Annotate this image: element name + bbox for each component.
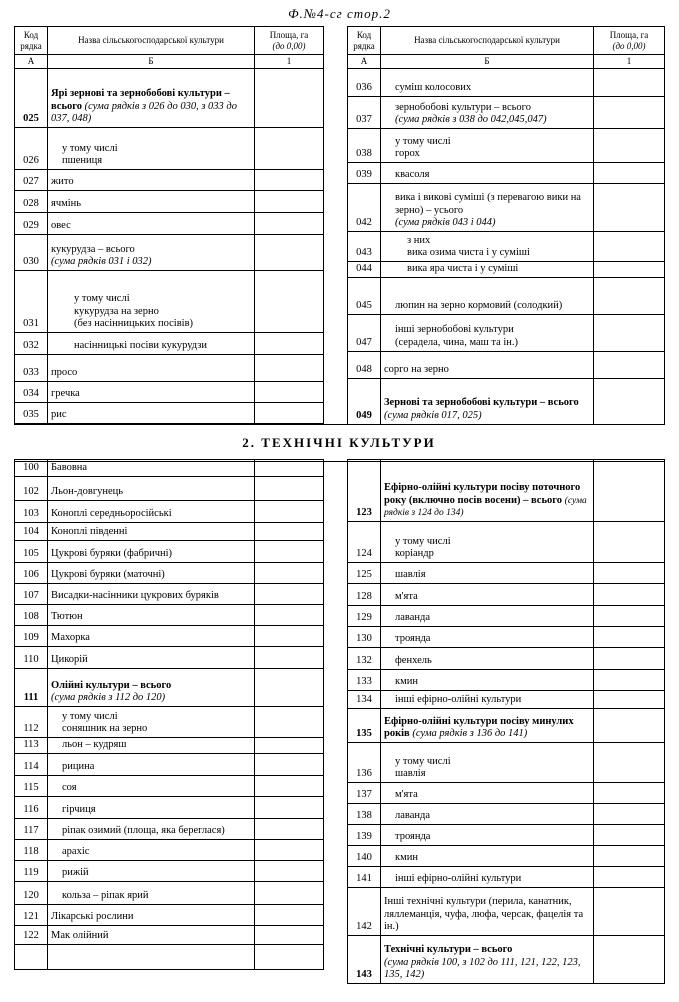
table-row xyxy=(15,626,324,647)
table-row xyxy=(348,936,665,984)
row-code: 118 xyxy=(15,839,48,860)
row-code: 136 xyxy=(348,743,381,783)
area-input[interactable] xyxy=(594,584,665,606)
row-code: 140 xyxy=(348,846,381,867)
table-row xyxy=(348,804,665,825)
area-input[interactable] xyxy=(255,128,324,170)
table-row xyxy=(15,839,324,860)
area-input[interactable] xyxy=(255,563,324,584)
row-code: 043 xyxy=(348,232,381,262)
row-code: 104 xyxy=(15,523,48,541)
table-row xyxy=(348,783,665,804)
area-input[interactable] xyxy=(594,670,665,691)
row-label: Махорка xyxy=(48,626,255,647)
row-label: у тому числі пшениця xyxy=(48,128,255,170)
row-label: Технічні культури – всього (сума рядків 100, з 102 до 111, 121, 122, 123, 135, 142) xyxy=(381,936,594,984)
table-row xyxy=(15,271,324,333)
row-code: 045 xyxy=(348,277,381,314)
row-label: Інші технічні культури (перила, канатник, ляллеманція, чуфа, люфа, черсак, фацелія та ін.) xyxy=(381,888,594,936)
row-label: гірчиця xyxy=(48,796,255,818)
row-label: кукурудза – всього (сума рядків 031 і 032) xyxy=(48,235,255,271)
row-code: 032 xyxy=(15,333,48,355)
area-input[interactable] xyxy=(255,355,324,382)
area-input[interactable] xyxy=(255,707,324,738)
header-code: Код рядка xyxy=(15,27,48,55)
col-letter-a: А xyxy=(15,55,48,69)
area-input[interactable] xyxy=(255,753,324,775)
row-label: рицина xyxy=(48,753,255,775)
table-row xyxy=(348,314,665,351)
row-label: кольза – ріпак ярий xyxy=(48,881,255,904)
row-code: 117 xyxy=(15,818,48,839)
row-code: 123 xyxy=(348,460,381,522)
row-label: рижій xyxy=(48,860,255,881)
row-label: шавлія xyxy=(381,563,594,584)
table-row xyxy=(15,605,324,626)
table-row xyxy=(15,501,324,523)
area-input[interactable] xyxy=(594,936,665,984)
row-code: 138 xyxy=(348,804,381,825)
area-input[interactable] xyxy=(594,351,665,378)
row-code: 030 xyxy=(15,235,48,271)
table-row xyxy=(348,129,665,163)
row-label xyxy=(48,944,255,969)
row-label: рис xyxy=(48,403,255,424)
row-label: троянда xyxy=(381,825,594,846)
row-code: 132 xyxy=(348,648,381,670)
row-code: 120 xyxy=(15,881,48,904)
col-letter-b: Б xyxy=(381,55,594,69)
row-code: 036 xyxy=(348,69,381,97)
row-code xyxy=(15,944,48,969)
row-code: 139 xyxy=(348,825,381,846)
area-input[interactable] xyxy=(255,382,324,403)
table-grain-left xyxy=(14,26,324,424)
table-row xyxy=(348,846,665,867)
area-input[interactable] xyxy=(594,627,665,648)
row-code: 124 xyxy=(348,522,381,563)
table-row xyxy=(348,709,665,743)
table-row xyxy=(15,669,324,707)
table-row xyxy=(15,477,324,501)
row-code: 035 xyxy=(15,403,48,424)
row-code: 110 xyxy=(15,647,48,669)
row-label: інші зернобобові культури (серадела, чина, маш та ін.) xyxy=(381,314,594,351)
row-code: 108 xyxy=(15,605,48,626)
table-row xyxy=(15,191,324,213)
table-row xyxy=(15,904,324,925)
table-row xyxy=(15,775,324,796)
row-label: у тому числі кукурудза на зерно (без насінницьких посівів) xyxy=(48,271,255,333)
table-row xyxy=(348,262,665,278)
row-code: 042 xyxy=(348,184,381,232)
table-row xyxy=(348,627,665,648)
area-input[interactable] xyxy=(255,904,324,925)
table-row xyxy=(15,333,324,355)
row-code: 034 xyxy=(15,382,48,403)
area-input[interactable] xyxy=(255,775,324,796)
table-grain-right xyxy=(347,26,665,425)
row-label: суміш колосових xyxy=(381,69,594,97)
area-input[interactable] xyxy=(255,271,324,333)
row-label: Лікарські рослини xyxy=(48,904,255,925)
table-row xyxy=(348,648,665,670)
row-label: лаванда xyxy=(381,804,594,825)
table-row xyxy=(348,743,665,783)
table-row xyxy=(15,738,324,754)
row-label: інші ефірно-олійні культури xyxy=(381,691,594,709)
row-label: у тому числі горох xyxy=(381,129,594,163)
area-input[interactable] xyxy=(594,69,665,97)
table-row xyxy=(348,277,665,314)
row-code: 135 xyxy=(348,709,381,743)
row-code: 125 xyxy=(348,563,381,584)
row-label: Мак олійний xyxy=(48,925,255,944)
area-input[interactable] xyxy=(255,460,324,477)
header-name: Назва сільськогосподарської культури xyxy=(381,27,594,55)
table-row xyxy=(15,818,324,839)
row-label: люпин на зерно кормовий (солодкий) xyxy=(381,277,594,314)
row-label: жито xyxy=(48,170,255,191)
header-area: Площа, га (до 0,00) xyxy=(594,27,665,55)
row-code: 106 xyxy=(15,563,48,584)
row-label: м'ята xyxy=(381,783,594,804)
row-label: у тому числі коріандр xyxy=(381,522,594,563)
row-label: гречка xyxy=(48,382,255,403)
table-row xyxy=(348,184,665,232)
section-title: 2. ТЕХНІЧНІ КУЛЬТУРИ xyxy=(14,424,664,462)
row-code: 027 xyxy=(15,170,48,191)
row-label: соя xyxy=(48,775,255,796)
area-input[interactable] xyxy=(255,738,324,754)
area-input[interactable] xyxy=(594,743,665,783)
row-code: 102 xyxy=(15,477,48,501)
row-code: 143 xyxy=(348,936,381,984)
row-code: 133 xyxy=(348,670,381,691)
row-label: Зернові та зернобобові культури – всього (сума рядків 017, 025) xyxy=(381,378,594,424)
area-input[interactable] xyxy=(594,825,665,846)
table-row xyxy=(348,867,665,888)
area-input[interactable] xyxy=(594,129,665,163)
table-row xyxy=(348,584,665,606)
col-number-1: 1 xyxy=(594,55,665,69)
row-label: м'ята xyxy=(381,584,594,606)
row-label: зернобобові культури – всього (сума рядків з 038 до 042,045,047) xyxy=(381,97,594,129)
area-input[interactable] xyxy=(594,163,665,184)
table-row xyxy=(15,128,324,170)
row-code: 047 xyxy=(348,314,381,351)
form-title: Ф.№4-сг стор.2 xyxy=(288,6,391,21)
row-label: Цукрові буряки (маточні) xyxy=(48,563,255,584)
area-input[interactable] xyxy=(255,818,324,839)
header-name: Назва сільськогосподарської культури xyxy=(48,27,255,55)
area-input[interactable] xyxy=(255,796,324,818)
col-letter-a: А xyxy=(348,55,381,69)
area-input[interactable] xyxy=(594,262,665,278)
area-input[interactable] xyxy=(594,606,665,627)
row-label: Цикорій xyxy=(48,647,255,669)
row-code: 129 xyxy=(348,606,381,627)
row-code: 116 xyxy=(15,796,48,818)
table-row xyxy=(15,753,324,775)
col-letter-b: Б xyxy=(48,55,255,69)
row-code: 141 xyxy=(348,867,381,888)
row-code: 115 xyxy=(15,775,48,796)
row-label: фенхель xyxy=(381,648,594,670)
table-row xyxy=(15,563,324,584)
area-input[interactable] xyxy=(255,523,324,541)
row-code: 048 xyxy=(348,351,381,378)
row-code: 112 xyxy=(15,707,48,738)
area-input[interactable] xyxy=(594,867,665,888)
row-code: 031 xyxy=(15,271,48,333)
area-input[interactable] xyxy=(594,888,665,936)
table-row xyxy=(15,925,324,944)
row-code: 028 xyxy=(15,191,48,213)
row-label: Ефірно-олійні культури посіву поточного року (включно посів восени) – всього (сума рядків з 124 до 134) xyxy=(381,460,594,522)
row-label: вика яра чиста і у суміші xyxy=(381,262,594,278)
area-input[interactable] xyxy=(255,925,324,944)
row-code: 142 xyxy=(348,888,381,936)
row-label: Тютюн xyxy=(48,605,255,626)
area-input[interactable] xyxy=(594,378,665,424)
row-code: 025 xyxy=(15,69,48,128)
area-input[interactable] xyxy=(255,235,324,271)
row-label: Цукрові буряки (фабричні) xyxy=(48,541,255,563)
table-row xyxy=(15,584,324,605)
table-row xyxy=(15,355,324,382)
row-code: 105 xyxy=(15,541,48,563)
table-row xyxy=(348,232,665,262)
area-input[interactable] xyxy=(255,333,324,355)
table-row xyxy=(15,382,324,403)
area-input[interactable] xyxy=(255,944,324,969)
row-code: 122 xyxy=(15,925,48,944)
row-label: Висадки-насінники цукрових буряків xyxy=(48,584,255,605)
row-code: 039 xyxy=(348,163,381,184)
area-input[interactable] xyxy=(255,626,324,647)
table-row xyxy=(15,707,324,738)
row-label: ячмінь xyxy=(48,191,255,213)
row-label: вика і викові суміші (з перевагою вики на зерно) – усього (сума рядків 043 і 044) xyxy=(381,184,594,232)
table-row xyxy=(348,460,665,522)
table-row-empty xyxy=(15,944,324,969)
row-code: 121 xyxy=(15,904,48,925)
area-input[interactable] xyxy=(255,605,324,626)
row-code: 113 xyxy=(15,738,48,754)
table-row xyxy=(15,523,324,541)
row-code: 119 xyxy=(15,860,48,881)
area-input[interactable] xyxy=(255,584,324,605)
row-label: сорго на зерно xyxy=(381,351,594,378)
table-row xyxy=(348,563,665,584)
area-input[interactable] xyxy=(255,170,324,191)
row-code: 130 xyxy=(348,627,381,648)
row-label: інші ефірно-олійні культури xyxy=(381,867,594,888)
row-code: 114 xyxy=(15,753,48,775)
area-input[interactable] xyxy=(594,97,665,129)
table-row xyxy=(348,378,665,424)
row-label: Ярі зернові та зернобобові культури – всього (сума рядків з 026 до 030, з 033 до 037, 048) xyxy=(48,69,255,128)
table-row xyxy=(348,691,665,709)
area-input[interactable] xyxy=(255,881,324,904)
row-label: Бавовна xyxy=(48,460,255,477)
area-input[interactable] xyxy=(255,501,324,523)
row-label: кмин xyxy=(381,846,594,867)
row-label: квасоля xyxy=(381,163,594,184)
row-label: ріпак озимий (площа, яка береглася) xyxy=(48,818,255,839)
area-input[interactable] xyxy=(255,477,324,501)
table-row xyxy=(348,888,665,936)
table-row xyxy=(348,606,665,627)
table-row xyxy=(15,403,324,424)
area-input[interactable] xyxy=(594,846,665,867)
table-row xyxy=(348,522,665,563)
row-code: 049 xyxy=(348,378,381,424)
row-code: 100 xyxy=(15,460,48,477)
table-row xyxy=(15,213,324,235)
area-input[interactable] xyxy=(594,648,665,670)
table-row xyxy=(15,881,324,904)
table-row xyxy=(15,460,324,477)
area-input[interactable] xyxy=(594,563,665,584)
row-label: арахіс xyxy=(48,839,255,860)
row-code: 134 xyxy=(348,691,381,709)
area-input[interactable] xyxy=(594,691,665,709)
row-code: 026 xyxy=(15,128,48,170)
area-input[interactable] xyxy=(255,839,324,860)
table-industrial-right xyxy=(347,459,665,984)
area-input[interactable] xyxy=(255,191,324,213)
table-row xyxy=(348,670,665,691)
area-input[interactable] xyxy=(594,314,665,351)
area-input[interactable] xyxy=(255,69,324,128)
table-row xyxy=(348,825,665,846)
area-input[interactable] xyxy=(594,804,665,825)
area-input[interactable] xyxy=(255,669,324,707)
row-code: 044 xyxy=(348,262,381,278)
row-label: з них вика озима чиста і у суміші xyxy=(381,232,594,262)
table-row xyxy=(348,163,665,184)
table-row xyxy=(348,351,665,378)
area-input[interactable] xyxy=(594,232,665,262)
row-label: кмин xyxy=(381,670,594,691)
area-input[interactable] xyxy=(594,460,665,522)
row-label: у тому числі соняшник на зерно xyxy=(48,707,255,738)
area-input[interactable] xyxy=(255,860,324,881)
area-input[interactable] xyxy=(594,783,665,804)
row-code: 107 xyxy=(15,584,48,605)
row-label: Коноплі південні xyxy=(48,523,255,541)
area-input[interactable] xyxy=(594,184,665,232)
area-input[interactable] xyxy=(594,522,665,563)
table-row xyxy=(15,541,324,563)
row-label: насінницькі посіви кукурудзи xyxy=(48,333,255,355)
table-row xyxy=(15,69,324,128)
table-row xyxy=(15,170,324,191)
table-row xyxy=(15,235,324,271)
area-input[interactable] xyxy=(594,709,665,743)
row-label: Ефірно-олійні культури посіву минулих років (сума рядків з 136 до 141) xyxy=(381,709,594,743)
area-input[interactable] xyxy=(255,541,324,563)
area-input[interactable] xyxy=(255,213,324,235)
header-code: Код рядка xyxy=(348,27,381,55)
row-label: у тому числі шавлія xyxy=(381,743,594,783)
col-number-1: 1 xyxy=(255,55,324,69)
row-code: 111 xyxy=(15,669,48,707)
row-code: 109 xyxy=(15,626,48,647)
table-row xyxy=(348,97,665,129)
row-code: 037 xyxy=(348,97,381,129)
row-label: Олійні культури – всього (сума рядків з 112 до 120) xyxy=(48,669,255,707)
row-code: 029 xyxy=(15,213,48,235)
row-label: лаванда xyxy=(381,606,594,627)
row-code: 137 xyxy=(348,783,381,804)
area-input[interactable] xyxy=(594,277,665,314)
row-label: троянда xyxy=(381,627,594,648)
row-code: 103 xyxy=(15,501,48,523)
row-code: 033 xyxy=(15,355,48,382)
header-area: Площа, га (до 0,00) xyxy=(255,27,324,55)
row-label: льон – кудряш xyxy=(48,738,255,754)
row-label: Коноплі середньоросійські xyxy=(48,501,255,523)
row-code: 128 xyxy=(348,584,381,606)
table-row xyxy=(348,69,665,97)
table-industrial-left xyxy=(14,459,324,970)
table-row xyxy=(15,796,324,818)
row-code: 038 xyxy=(348,129,381,163)
area-input[interactable] xyxy=(255,403,324,424)
area-input[interactable] xyxy=(255,647,324,669)
row-label: Льон-довгунець xyxy=(48,477,255,501)
table-row xyxy=(15,647,324,669)
row-label: просо xyxy=(48,355,255,382)
table-row xyxy=(15,860,324,881)
row-label: овес xyxy=(48,213,255,235)
